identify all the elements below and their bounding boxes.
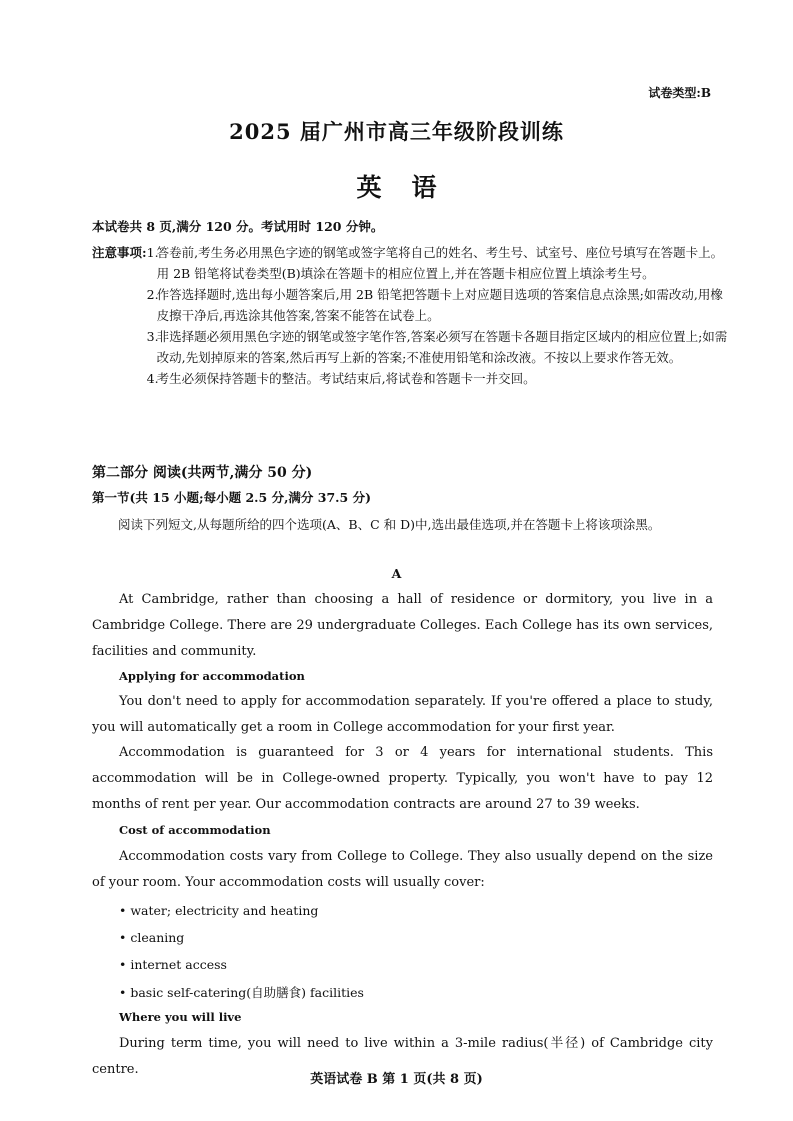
note-number: 2.: [146, 287, 159, 302]
note-text: 作答选择题时,选出每小题答案后,用 2B 铅笔把答题卡上对应题目选项的答案信息点涂黑;如需改动,用橡皮擦干净后,再选涂其他答案,答案不能答在试卷上。: [156, 287, 723, 323]
note-number: 1.: [146, 245, 159, 260]
passage-paragraph: At Cambridge, rather than choosing a hall of residence or dormitory, you live in a Cambridge College. There are 29 undergraduate Colleges. Each College has its own services, facilities and community.: [92, 592, 713, 659]
note-number: 4.: [146, 371, 159, 386]
bullet-item: • internet access: [119, 957, 227, 972]
page-footer: 英语试卷 B 第 1 页(共 8 页): [310, 1072, 483, 1087]
exam-title: 2025 届广州市高三年级阶段训练: [229, 119, 564, 144]
passage-label: A: [391, 566, 402, 581]
notes-heading: 注意事项:: [92, 245, 147, 260]
notes-section: [92, 242, 732, 389]
part-title: 第二部分 阅读(共两节,满分 50 分): [92, 465, 313, 481]
note-text: 考生必须保持答题卡的整洁。考试结束后,将试卷和答题卡一并交回。: [156, 371, 536, 386]
note-item: [147, 242, 732, 284]
passage-paragraph: Accommodation is guaranteed for 3 or 4 years for international students. This accommodation will be in College-owned property. Typically, you won't have to pay 12 months of rent per year. Our accommodation contracts are around 27 to 39 weeks.: [92, 745, 713, 812]
subject-title: 英语: [356, 173, 467, 202]
bullet-item: • water; electricity and heating: [119, 903, 319, 918]
note-item: [147, 326, 732, 368]
section-title: 第一节(共 15 小题;每小题 2.5 分,满分 37.5 分): [92, 490, 371, 505]
bullet-item: • cleaning: [119, 930, 185, 945]
passage-paragraph: Accommodation costs vary from College to College. They also usually depend on the size of your room. Your accommodation costs will usually cover:: [92, 849, 713, 890]
exam-info: 本试卷共 8 页,满分 120 分。考试用时 120 分钟。: [92, 219, 384, 234]
passage-paragraph: During term time, you will need to live within a 3-mile radius(半径) of Cambridge city centre.: [92, 1036, 713, 1077]
exam-type-label: 试卷类型:B: [648, 86, 711, 100]
passage-paragraph: You don't need to apply for accommodation separately. If you're offered a place to study, you will automatically get a room in College accommodation for your first year.: [92, 694, 713, 735]
bullet-item: • basic self-catering(自助膳食) facilities: [119, 985, 364, 1000]
note-text: 答卷前,考生务必用黑色字迹的钢笔或签字笔将自己的姓名、考生号、试室号、座位号填写在答题卡上。用 2B 铅笔将试卷类型(B)填涂在答题卡的相应位置上,并在答题卡相应位置上填涂考生号。: [156, 245, 724, 281]
passage-subheading: Where you will live: [119, 1010, 242, 1024]
note-item: [147, 368, 732, 389]
passage-subheading: Cost of accommodation: [119, 823, 271, 837]
note-text: 非选择题必须用黑色字迹的钢笔或签字笔作答,答案必须写在答题卡各题目指定区域内的相应位置上;如需改动,先划掉原来的答案,然后再写上新的答案;不准使用铅笔和涂改液。不按以上要求作答无效。: [156, 329, 728, 365]
note-item: [147, 284, 732, 326]
passage-subheading: Applying for accommodation: [119, 669, 305, 683]
note-number: 3.: [146, 329, 159, 344]
section-instruction: 阅读下列短文,从每题所给的四个选项(A、B、C 和 D)中,选出最佳选项,并在答题卡上将该项涂黑。: [118, 517, 661, 532]
